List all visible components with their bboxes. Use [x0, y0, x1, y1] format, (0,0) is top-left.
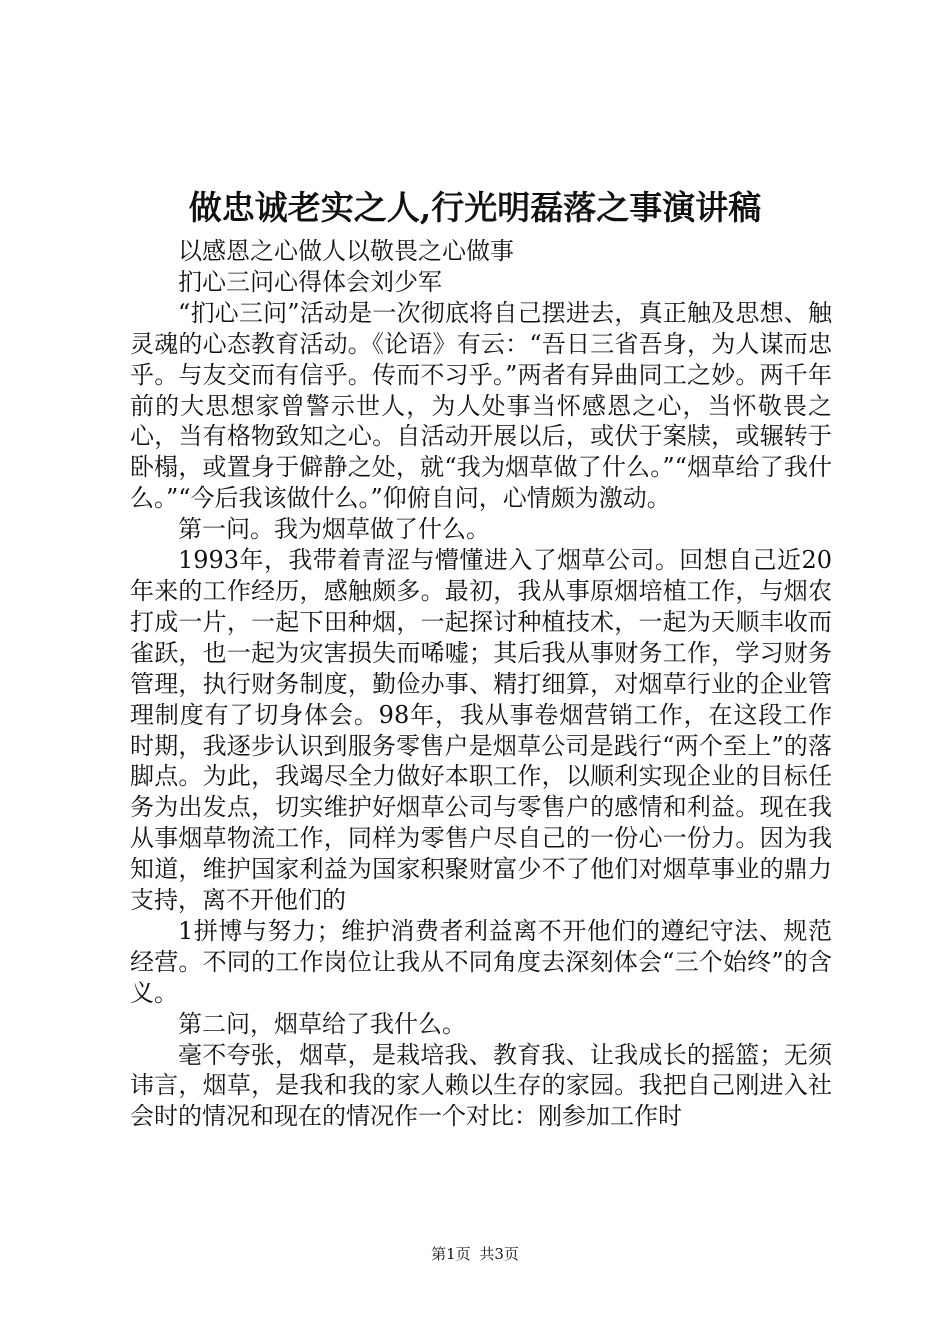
document-title: 做忠诚老实之人,行光明磊落之事演讲稿 — [188, 188, 762, 227]
body-paragraph: 1拼博与努力；维护消费者利益离不开他们的遵纪守法、规范经营。不同的工作岗位让我从不同角度去深刻体会“三个始终”的含义。 — [130, 916, 832, 1007]
section-heading-paragraph: 第一问。我为烟草做了什么。 — [178, 515, 490, 544]
page-total: 共3页 — [479, 1245, 519, 1263]
section-heading-paragraph: 第二问，烟草给了我什么。 — [178, 1009, 466, 1038]
author-paragraph: 扪心三问心得体会刘少军 — [178, 267, 442, 296]
body-paragraph: “扪心三问”活动是一次彻底将自己摆进去，真正触及思想、触灵魂的心态教育活动。《论语》有云：“吾日三省吾身，为人谋而忠乎。与友交而有信乎。传而不习乎。”两者有异曲同工之妙。两千年前的大思想家曾警示世人，为人处事当怀感恩之心，当怀敬畏之心，当有格物致知之心。自活动开展以后，或伏于案牍，或辗转于卧榻，或置身于僻静之处，就“我为烟草做了什么。”“烟草给了我什么。”“今后我该做什么。”仰俯自问，心情颇为激动。 — [130, 298, 832, 513]
page-footer — [0, 1244, 950, 1264]
page-number: 第1页 — [431, 1245, 471, 1263]
subtitle-paragraph: 以感恩之心做人以敬畏之心做事 — [178, 237, 514, 265]
body-paragraph: 毫不夸张，烟草，是栽培我、教育我、让我成长的摇篮；无须讳言，烟草，是我和我的家人赖以生存的家园。我把自己刚进入社会时的情况和现在的情况作一个对比：刚参加工作时 — [130, 1040, 832, 1131]
body-paragraph: 1993年，我带着青涩与懵懂进入了烟草公司。回想自己近20年来的工作经历，感触颇多。最初，我从事原烟培植工作，与烟农打成一片，一起下田种烟，一起探讨种植技术，一起为天顺丰收而雀跃，也一起为灾害损失而唏嘘；其后我从事财务工作，学习财务管理，执行财务制度，勤俭办事、精打细算，对烟草行业的企业管理制度有了切身体会。98年，我从事卷烟营销工作，在这段工作时期，我逐步认识到服务零售户是烟草公司是践行“两个至上”的落脚点。为此，我竭尽全力做好本职工作，以顺利实现企业的目标任务为出发点，切实维护好烟草公司与零售户的感情和利益。现在我从事烟草物流工作，同样为零售户尽自己的一份心一份力。因为我知道，维护国家利益为国家积聚财富少不了他们对烟草事业的鼎力支持，离不开他们的 — [130, 546, 832, 915]
document-body — [130, 236, 832, 1132]
